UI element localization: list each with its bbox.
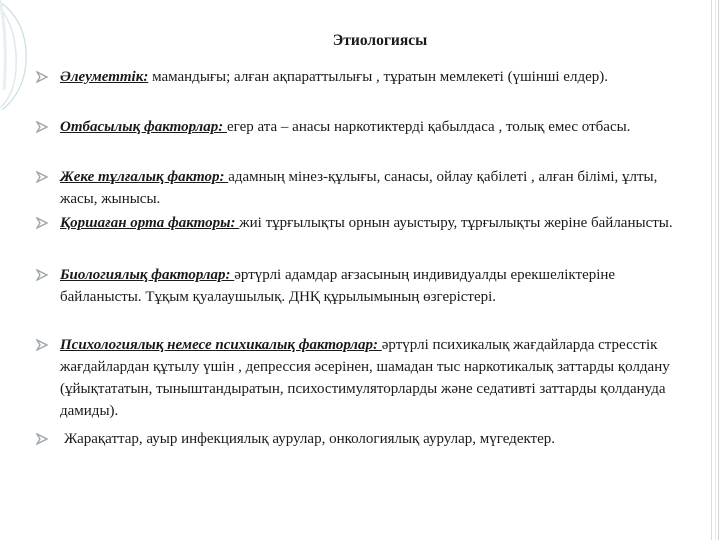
bullet-text: адамның мінез-құлығы, санасы, ойлау қабілеті , алған білімі, ұлты, жасы, жынысы. [60, 169, 658, 207]
corner-arcs-decoration [0, 0, 60, 110]
arrowhead-bullet-icon [36, 339, 48, 351]
arrowhead-bullet-icon [36, 121, 48, 133]
bullet-term: Биологиялық факторлар: [60, 267, 235, 283]
bullet-text: мамандығы; алған ақпараттылығы , тұратын мемлекеті (үшінші елдер). [148, 69, 608, 85]
list-item [36, 334, 686, 422]
list-item [36, 212, 686, 234]
right-border-line [715, 0, 716, 540]
bullet-term: Қоршаған орта факторы: [60, 215, 240, 231]
bullet-term: Отбасылық факторлар: [60, 119, 227, 135]
bullet-term: Әлеуметтік: [60, 69, 149, 85]
bullet-term: Жеке тұлғалық фактор: [60, 169, 229, 185]
bullet-text: егер ата – анасы наркотиктерді қабылдаса , толық емес отбасы. [227, 119, 631, 135]
arrowhead-bullet-icon [36, 433, 48, 445]
arrowhead-bullet-icon [36, 71, 48, 83]
bullet-text: Жарақаттар, ауыр инфекциялық аурулар, онкологиялық аурулар, мүгедектер. [64, 431, 556, 447]
list-item [36, 116, 686, 138]
bullet-text: әртүрлі адамдар ағзасының индивидуалды ерекшеліктеріне байланысты. Тұқым қуалаушылық. ДНҚ құрылымының өзгерістері. [60, 267, 616, 305]
bullet-text: әртүрлі психикалық жағдайларда стресстік жағдайлардан құтылу үшін , депрессия әсерінен, шамадан тыс наркотикалық заттарды қолдану (ұйықтататын, тыныштандыратын, психостимуляторларды және седативті заттарды қолдануда дамиды). [60, 337, 670, 419]
arrowhead-bullet-icon [36, 217, 48, 229]
list-item [36, 166, 686, 210]
list-item [36, 264, 686, 308]
page-title: Этиологиясы [332, 32, 428, 49]
arrowhead-bullet-icon [36, 269, 48, 281]
list-item [36, 66, 686, 88]
bullet-term: Психологиялық немесе психикалық факторлар: [60, 337, 382, 353]
bullet-text: жиі тұрғылықты орнын ауыстыру, тұрғылықты жеріне байланысты. [239, 215, 673, 231]
right-border-line [718, 0, 719, 540]
list-item [36, 428, 686, 450]
right-border-line [711, 0, 712, 540]
arrowhead-bullet-icon [36, 171, 48, 183]
